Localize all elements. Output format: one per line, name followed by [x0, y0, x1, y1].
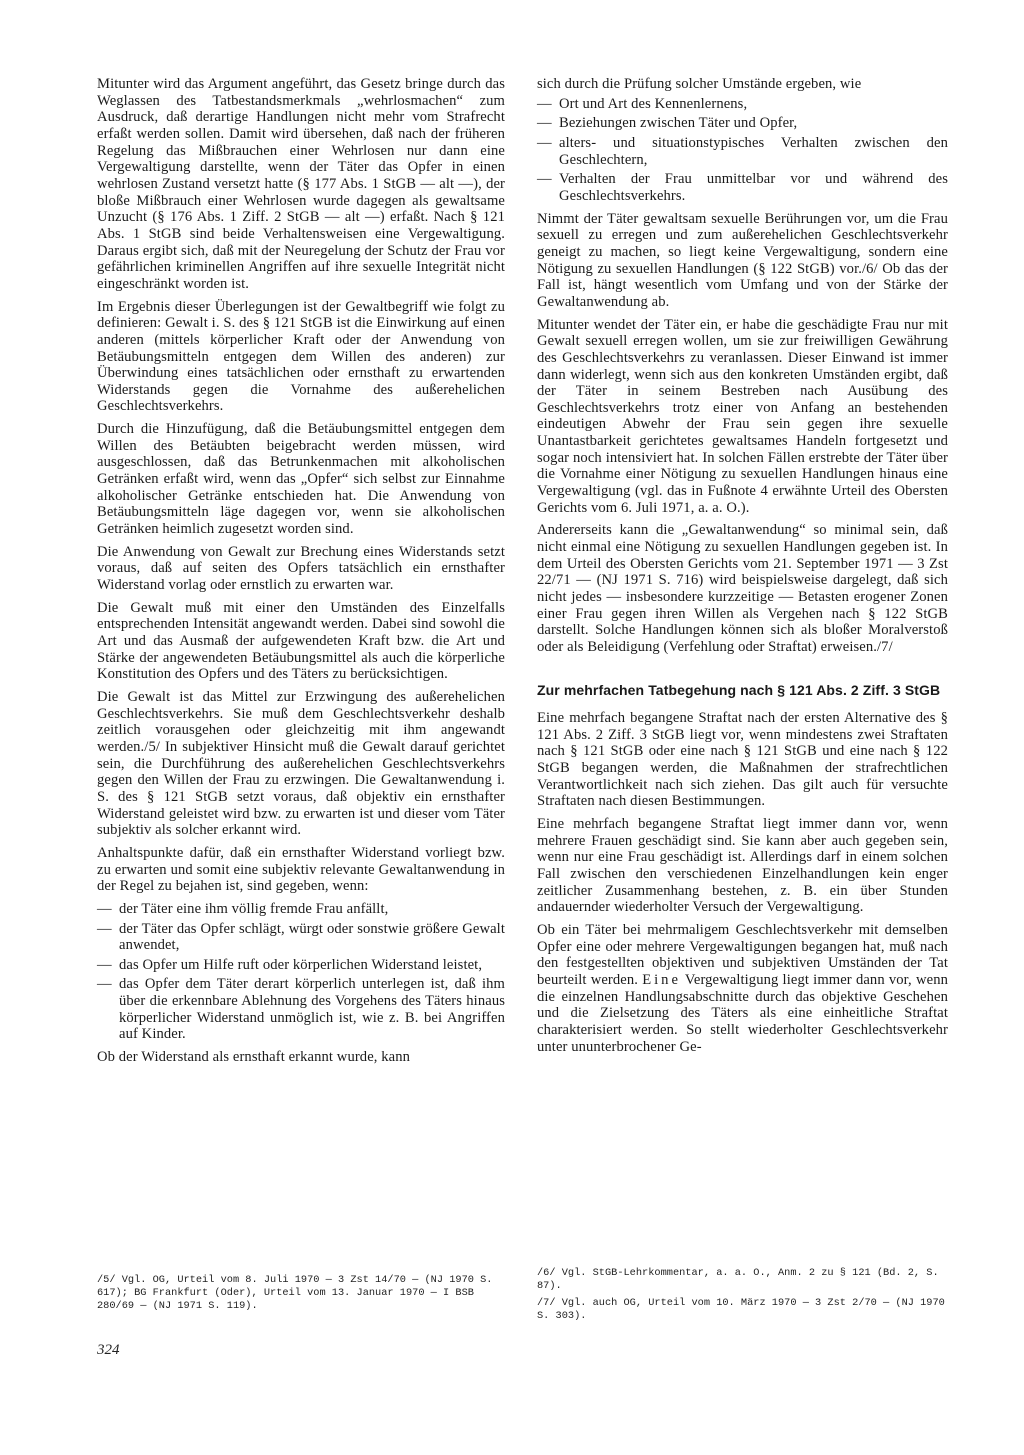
- footnote: /5/ Vgl. OG, Urteil vom 8. Juli 1970 — 3 Zst 14/70 — (NJ 1970 S. 617); BG Frankfurt (Oder), Urteil vom 13. Januar 1970 — I BSB 280/69 — (NJ 1971 S. 119).: [97, 1274, 493, 1312]
- paragraph: Ob der Widerstand als ernsthaft erkannt wurde, kann: [97, 1049, 411, 1066]
- paragraph-text: Ob ein Täter bei mehrmaligem Geschlechtsverkehr mit demselben Opfer eine oder mehrere Vergewaltigungen begangen hat, muß nach den festgestellten objektiven und subjektiven Umständen der Tat beurteilt werden.: [537, 922, 948, 988]
- emphasized-word: Eine: [642, 972, 681, 988]
- list-item: [97, 976, 505, 1043]
- section-heading: Zur mehrfachen Tatbegehung nach § 121 Abs. 2 Ziff. 3 StGB: [537, 681, 941, 698]
- dash-marker: —: [97, 920, 112, 937]
- dash-marker: —: [97, 900, 112, 917]
- list-item: [97, 901, 505, 918]
- dash-marker: —: [537, 171, 552, 188]
- dash-marker: —: [97, 976, 112, 993]
- list-item: [97, 921, 505, 954]
- list-item-text: das Opfer um Hilfe ruft oder körperlichen Widerstand leistet,: [119, 956, 483, 973]
- list-item-text: der Täter eine ihm völlig fremde Frau anfällt,: [119, 900, 389, 917]
- footnote: /6/ Vgl. StGB-Lehrkommentar, a. a. O., Anm. 2 zu § 121 (Bd. 2, S. 87).: [537, 1267, 939, 1292]
- paragraph: sich durch die Prüfung solcher Umstände ergeben, wie: [537, 76, 862, 92]
- list-item-text: Beziehungen zwischen Täter und Opfer,: [559, 115, 798, 132]
- list-item: [97, 957, 505, 974]
- list-item: [537, 135, 948, 168]
- paragraph: [537, 922, 948, 1055]
- paragraph: Eine mehrfach begangene Straftat liegt immer dann vor, wenn mehrere Frauen geschädigt sind. Sie kann aber auch gegeben sein, wenn nur eine Frau geschädigt ist. Allerdings darf in einem solchen Fall zwischen den verschiedenen Einzelhandlungen kein enger zeitlicher Zusammenhang bestehen, z. B. ein über Stunden andauernder wiederholter Versuch der Vergewaltigung.: [537, 816, 948, 916]
- dash-marker: —: [537, 134, 552, 151]
- footnotes-right: [537, 1267, 948, 1327]
- dash-marker: —: [97, 956, 112, 973]
- paragraph: Andererseits kann die „Gewaltanwendung“ so minimal sein, daß nicht einmal eine Nötigung zu sexuellen Handlungen gegeben ist. In dem Urteil des Obersten Gerichts vom 21. September 1971 — 3 Zst 22/71 — (NJ 1971 S. 716) wird beispielsweise dargelegt, daß sich nicht jedes — insbesondere kurzzeitige — Betasten erogener Zonen einer Frau gegen ihren Willen als Vergehen nach § 122 StGB darstellt. Solche Handlungen können sich als bloßer Moralverstoß oder als Beleidigung (Verfehlung oder Straftat) erweisen./7/: [537, 522, 948, 655]
- list-item: [537, 115, 948, 132]
- list-item-text: Ort und Art des Kennenlernens,: [559, 95, 748, 112]
- list-item-text: alters- und situationstypisches Verhalten zwischen den Geschlechtern,: [559, 134, 948, 168]
- list-item-text: Verhalten der Frau unmittelbar vor und während des Geschlechtsverkehrs.: [559, 171, 948, 204]
- paragraph: Die Gewalt muß mit einer den Umständen des Einzelfalls entsprechenden Intensität angewandt werden. Dabei sind sowohl die Art und das Ausmaß der aufgewendeten Kraft bzw. die Art und Stärke der angewendeten Betäubungsmittel als auch die körperliche Konstitution des Opfers und des Täters zu berücksichtigen.: [97, 599, 505, 683]
- paragraph: Die Gewalt ist das Mittel zur Erzwingung des außerehelichen Geschlechtsverkehrs. Sie muß dem Geschlechtsverkehr deshalb zeitlich vorausgehen oder gleichzeitig mit ihm angewandt werden./5/ In subjektiver Hinsicht muß die Gewalt darauf gerichtet sein, die Durchführung des außerehelichen Geschlechtsverkehrs gegen den Willen der Frau zu erzwingen. Die Gewaltanwendung i. S. des § 121 StGB setzt voraus, daß objektiv ein ernsthafter Widerstand geleistet wird bzw. zu erwarten ist und dieser vom Täter subjektiv als solcher erkannt wird.: [97, 688, 505, 839]
- paragraph: Eine mehrfach begangene Straftat nach der ersten Alternative des § 121 Abs. 2 Ziff. 3 StGB liegt vor, wenn mindestens zwei Straftaten nach § 121 StGB oder eine nach § 121 StGB und eine nach § 122 StGB begangen werden, die Maßnahmen der strafrechtlichen Verantwortlichkeit nach sich ziehen. Das gilt auch für versuchte Straftaten nach diesen Bestimmungen.: [537, 710, 948, 810]
- dash-list: [537, 96, 948, 205]
- list-item: [537, 171, 948, 204]
- right-column: [537, 76, 948, 1061]
- paragraph: Die Anwendung von Gewalt zur Brechung eines Widerstands setzt voraus, daß auf seiten des Opfers tatsächlich ein ernsthafter Widerstand vorlag oder ernstlich zu erwarten war.: [97, 543, 505, 594]
- paragraph: Mitunter wird das Argument angeführt, das Gesetz bringe durch das Weglassen des Tatbestandsmerkmals „wehrlosmachen“ zum Ausdruck, daß derartige Handlungen nicht mehr vom Strafrecht erfaßt werden sollen. Damit wird übersehen, daß nach der früheren Regelung das Mißbrauchen einer Wehrlosen nur dann eine Vergewaltigung darstellte, wenn der Täter das Opfer in einen wehrlosen Zustand versetzt hatte (§ 177 Abs. 1 StGB — alt —), der bloße Mißbrauch einer Wehrlosen wurde dagegen als gewaltsame Unzucht (§ 176 Abs. 1 Ziff. 2 StGB — alt —) erfaßt. Nach § 121 Abs. 1 StGB sind beide Verhaltensweisen eine Vergewaltigung. Daraus ergibt sich, daß mit der Neuregelung der Schutz der Frau vor gefährlichen kriminellen Angriffen auf ihre sexuelle Integrität nicht eingeschränkt worden ist.: [97, 76, 505, 292]
- list-item: [537, 96, 948, 113]
- footnote: /7/ Vgl. auch OG, Urteil vom 10. März 1970 — 3 Zst 2/70 — (NJ 1970 S. 303).: [537, 1297, 945, 1322]
- paragraph: Mitunter wendet der Täter ein, er habe die geschädigte Frau nur mit Gewalt sexuell erregen wollen, um sie zur freiwilligen Gewährung des Geschlechtsverkehrs zu veranlassen. Dieser Einwand ist immer dann widerlegt, wenn sich aus den konkreten Umständen ergibt, daß der Täter in seinem Bestreben nach Ausübung des Geschlechtsverkehrs trotz einer von Anfang an bestehenden eindeutigen Abwehr der Frau sein gegen ihre sexuelle Unantastbarkeit gerichtetes gewaltsames Handeln fortgesetzt und sogar noch intensiviert hat. In solchen Fällen erstrebte der Täter über die Vornahme einer Nötigung zu sexuellen Handlungen hinaus eine Vergewaltigung (vgl. das in Fußnote 4 erwähnte Urteil des Obersten Gerichts vom 6. Juli 1971, a. a. O.).: [537, 316, 948, 516]
- paragraph: Im Ergebnis dieser Überlegungen ist der Gewaltbegriff wie folgt zu definieren: Gewalt i. S. des § 121 StGB ist die Einwirkung auf einen anderen (mittels körperlicher Kraft oder der Anwendung von Betäubungsmitteln entgegen dem Willen des anderen) zur Überwindung eines tatsächlichen oder ernsthaft zu erwartenden Widerstands gegen die Vornahme des außerehelichen Geschlechtsverkehrs.: [97, 298, 505, 415]
- page-number: 324: [97, 1342, 120, 1358]
- left-column: [97, 76, 505, 1072]
- paragraph: Nimmt der Täter gewaltsam sexuelle Berührungen vor, um die Frau sexuell zu erregen und zum außerehelichen Geschlechtsverkehr geneigt zu machen, so liegt keine Vergewaltigung, sondern eine Nötigung zu sexuellen Handlungen (§ 122 StGB) vor./6/ Ob das der Fall ist, hängt wesentlich vom Umfang und von der Stärke der Gewaltanwendung ab.: [537, 210, 948, 310]
- paragraph: Anhaltspunkte dafür, daß ein ernsthafter Widerstand vorliegt bzw. zu erwarten und somit eine subjektiv relevante Gewaltanwendung in der Regel zu bejahen ist, sind gegeben, wenn:: [97, 844, 505, 895]
- paragraph: Durch die Hinzufügung, daß die Betäubungsmittel entgegen dem Willen des Betäubten beigebracht werden müssen, wird ausgeschlossen, daß das Betrunkenmachen mit alkoholischen Getränken erfaßt wird, wenn das „Opfer“ sich selbst zur Einnahme alkoholischer Getränke entschieden hat. Die Anwendung von Betäubungsmitteln läge dagegen vor, wenn sie alkoholischen Getränken heimlich zugesetzt worden sind.: [97, 421, 505, 538]
- paragraph-text: Vergewaltigung liegt immer dann vor, wenn die einzelnen Handlungsabschnitte durch das objektive Geschehen und die Zielsetzung des Täters als eine einheitliche Straftat charakterisiert werden. So stellt wiederholter Geschlechtsverkehr unter ununterbrochener Ge-: [537, 972, 948, 1055]
- list-item-text: das Opfer dem Täter derart körperlich unterlegen ist, daß ihm über die erkennbare Ablehnung des Vorgehens des Täters hinaus körperlicher Widerstand unmöglich ist, wie z. B. bei Angriffen auf Kinder.: [119, 976, 505, 1043]
- dash-marker: —: [537, 115, 552, 132]
- list-item-text: der Täter das Opfer schlägt, würgt oder sonstwie größere Gewalt anwendet,: [119, 920, 505, 954]
- dash-marker: —: [537, 95, 552, 112]
- dash-list: [97, 901, 505, 1043]
- footnotes-left: [97, 1274, 507, 1317]
